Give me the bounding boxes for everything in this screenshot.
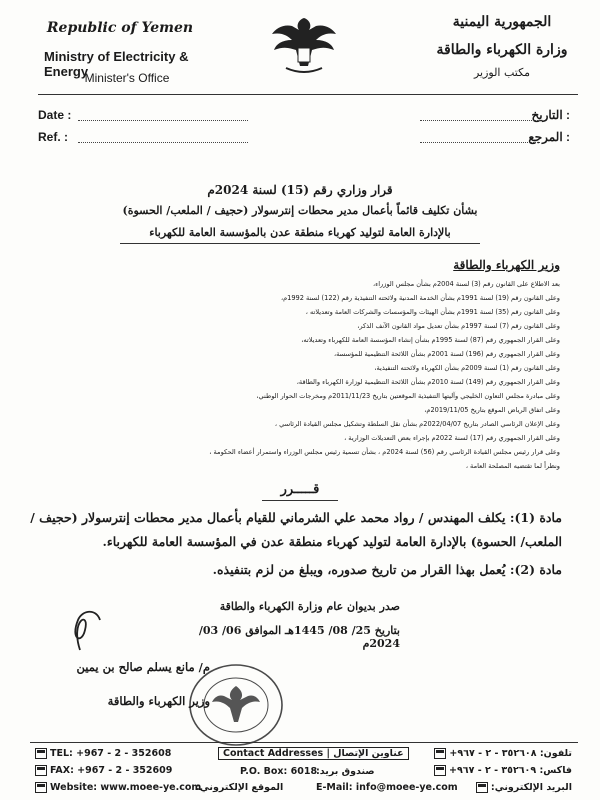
contact-addresses-box: Contact Addresses | عناوين الإتصال bbox=[218, 747, 409, 760]
preamble-line: وعلى القرار الجمهوري رقم (149) لسنة 2010م بشأن اللائحة التنظيمية لوزارة الكهرباء والطاقة، bbox=[296, 378, 560, 386]
signature-scribble bbox=[40, 600, 120, 660]
decree-subject-line-2: بالإدارة العامة لتوليد كهرباء منطقة عدن بالمؤسسة العامة للكهرباء bbox=[149, 226, 451, 239]
republic-en: Republic of Yemen bbox=[46, 20, 194, 36]
footer-divider bbox=[30, 742, 578, 743]
preamble-line: وعلى مبادرة مجلس التعاون الخليجي وآليتها التنفيذية الموقعتين بتاريخ 2011/11/23م ومخرجات الحوار الوطني، bbox=[256, 392, 560, 400]
footer-email-en: E-Mail: info@moee-ye.com bbox=[316, 782, 458, 793]
header-divider bbox=[38, 94, 578, 95]
date-label-en: Date : bbox=[38, 108, 72, 122]
issued-date: بتاريخ 25/ 08/ 1445هـ الموافق 06/ 03/ 2024م bbox=[198, 624, 400, 650]
footer-pobox-ar: صندوق بريد: bbox=[316, 766, 375, 777]
signatory-name: م/ مانع يسلم صالح بن يمين bbox=[76, 660, 210, 674]
footer-web-ar: الموقع الإلكتروني: bbox=[196, 782, 284, 793]
republic-ar: الجمهورية اليمنية bbox=[452, 14, 552, 30]
footer-web-en: Website: www.moee-ye.com bbox=[32, 782, 201, 793]
office-ar: مكتب الوزير bbox=[473, 66, 531, 79]
date-line-en bbox=[78, 120, 248, 121]
decides-underline bbox=[262, 500, 338, 501]
ref-line-ar bbox=[420, 142, 540, 143]
footer-pobox-en: P.O. Box: 6018 bbox=[240, 766, 318, 777]
preamble-line: ونظراً لما تقتضيه المصلحة العامة ، bbox=[465, 462, 560, 470]
envelope-icon bbox=[476, 782, 488, 793]
article-2: مادة (2): يُعمل بهذا القرار من تاريخ صدوره، ويبلغ من لزم بتنفيذه. bbox=[212, 562, 562, 577]
preamble-line: وعلى اتفاق الرياض الموقع بتاريخ 2019/11/05م، bbox=[424, 406, 560, 414]
ref-label-en: Ref. : bbox=[38, 130, 68, 144]
ministry-ar: وزارة الكهرباء والطاقة bbox=[436, 42, 568, 58]
date-label-ar: : التاريخ bbox=[531, 108, 570, 122]
yemen-emblem bbox=[268, 8, 340, 80]
preamble-line: بعد الاطلاع على القانون رقم (3) لسنة 2004م بشأن مجلس الوزراء، bbox=[372, 280, 560, 288]
issued-place: صدر بديوان عام وزارة الكهرباء والطاقة bbox=[219, 600, 400, 613]
signatory-title: وزير الكهرباء والطاقة bbox=[107, 694, 210, 708]
article-1-line-2: الملعب/ الحسوة) بالإدارة العامة لتوليد كهرباء منطقة عدن في المؤسسة العامة للكهرباء. bbox=[102, 534, 562, 549]
footer-fax-ar: فاكس: ٣٥٢٦٠٩ - ٢ - ٩٦٧+ bbox=[431, 765, 572, 776]
preamble-line: وعلى قرار رئيس مجلس القيادة الرئاسي رقم (56) لسنة 2024م ، بشأن تسمية رئيس مجلس الوزراء واستمرار أعضاء الحكومة ، bbox=[209, 448, 560, 456]
title-underline bbox=[120, 243, 480, 244]
envelope-icon bbox=[35, 782, 47, 793]
footer-email-ar: البريد الإلكتروني: bbox=[473, 782, 572, 793]
preamble-line: وعلى الإعلان الرئاسي الصادر بتاريخ 2022/04/07م بشأن نقل السلطة وتشكيل مجلس القيادة الرئاسي ، bbox=[274, 420, 560, 428]
phone-icon bbox=[434, 748, 446, 759]
preamble-line: وعلى القرار الجمهوري رقم (17) لسنة 2022م بإجراء بعض التعديلات الوزارية ، bbox=[344, 434, 560, 442]
fax-icon bbox=[434, 765, 446, 776]
decree-title: قرار وزاري رقم (15) لسنة 2024م bbox=[207, 183, 393, 197]
phone-icon bbox=[35, 748, 47, 759]
minister-heading: وزير الكهرباء والطاقة bbox=[453, 258, 560, 272]
footer-fax-en: FAX: +967 - 2 - 352609 bbox=[32, 765, 172, 776]
preamble-line: وعلى القرار الجمهوري رقم (87) لسنة 1995م بشأن إنشاء المؤسسة العامة للكهرباء وتعديلاته، bbox=[301, 336, 560, 344]
decides-heading: قـــــرر bbox=[280, 482, 320, 497]
ministry-en: Ministry of Electricity & Energy bbox=[44, 49, 189, 79]
footer-tel-en: TEL: +967 - 2 - 352608 bbox=[32, 748, 171, 759]
ref-label-ar: : المرجع bbox=[528, 130, 570, 144]
preamble-line: وعلى القانون رقم (7) لسنة 1997م بشأن تعديل مواد القانون الآنف الذكر، bbox=[357, 322, 560, 330]
preamble-line: وعلى القانون رقم (19) لسنة 1991م بشأن الخدمة المدنية ولائحته التنفيذية رقم (122) لسنة 1992م، bbox=[280, 294, 560, 302]
preamble-line: وعلى القرار الجمهوري رقم (196) لسنة 2001م بشأن اللائحة التنظيمية للمؤسسة، bbox=[333, 350, 560, 358]
preamble-line: وعلى القانون رقم (1) لسنة 2009م بشأن الكهرباء ولائحته التنفيذية، bbox=[374, 364, 560, 372]
article-1-line-1: مادة (1): يكلف المهندس / رواد محمد علي الشرماني للقيام بأعمال مدير محطات إنترسولار (حجيف / bbox=[30, 510, 562, 525]
office-en: Minister's Office bbox=[84, 71, 170, 85]
preamble-line: وعلى القانون رقم (35) لسنة 1991م بشأن الهيئات والمؤسسات والشركات العامة وتعديلاته ، bbox=[305, 308, 560, 316]
date-line-ar bbox=[420, 120, 540, 121]
footer-tel-ar: تلفون: ٣٥٢٦٠٨ - ٢ - ٩٦٧+ bbox=[431, 748, 572, 759]
ref-line-en bbox=[78, 142, 248, 143]
fax-icon bbox=[35, 765, 47, 776]
decree-subject-line-1: بشأن تكليف قائماً بأعمال مدير محطات إنترسولار (حجيف / الملعب/ الحسوة) bbox=[122, 204, 478, 217]
